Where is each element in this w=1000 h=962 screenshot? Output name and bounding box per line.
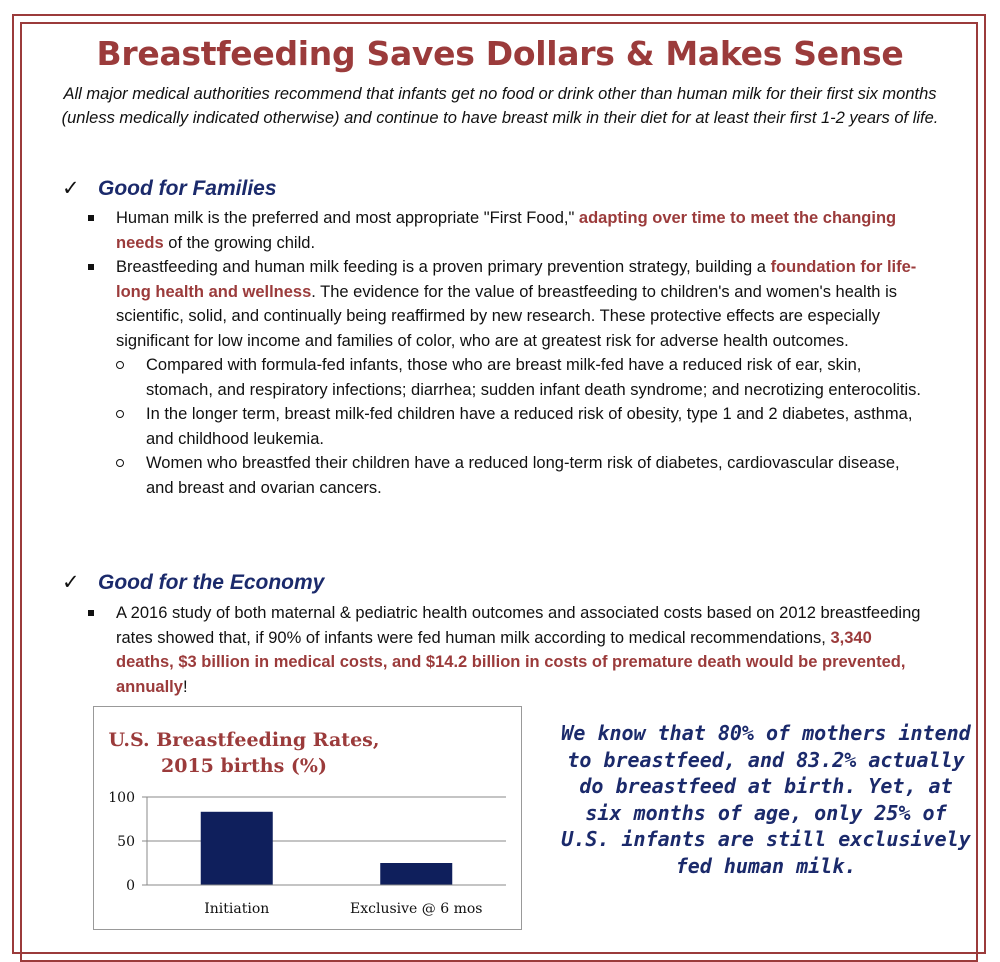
families-sublist [116, 353, 926, 500]
chart-bar [380, 863, 452, 885]
sub-list-item: In the longer term, breast milk-fed children have a reduced risk of obesity, type 1 and 2 diabetes, asthma, and childhood leukemia. [116, 402, 926, 451]
bullet-text: Human milk is the preferred and most appropriate "First Food," [116, 209, 579, 227]
bullet-text: Breastfeeding and human milk feeding is a proven primary prevention strategy, building a [116, 258, 771, 276]
chart-bar [201, 812, 273, 885]
economy-heading [62, 570, 324, 595]
economy-list [86, 601, 926, 699]
chart-plot [94, 707, 523, 931]
families-heading [62, 176, 277, 201]
list-item [86, 255, 926, 500]
chart-title-line2: 2015 births (%) [161, 755, 327, 777]
highlight-text: foundation for life-long health and wellness [116, 258, 917, 301]
bullet-text: A 2016 study of both maternal & pediatric health outcomes and associated costs based on 2012 breastfeeding rates showed that, if 90% of infants were fed human milk according to medical recommendations, [116, 604, 921, 647]
list-item [86, 206, 926, 255]
x-tick-label: Exclusive @ 6 mos [350, 901, 483, 917]
chart-title-line1: U.S. Breastfeeding Rates, [108, 729, 380, 751]
economy-heading-label: Good for the Economy [98, 571, 325, 594]
families-heading-label: Good for Families [98, 177, 277, 200]
checkmark-icon: ✓ [62, 177, 80, 200]
bullet-text: of the growing child. [163, 233, 316, 252]
y-tick-label: 50 [117, 834, 135, 850]
families-list [86, 206, 926, 500]
highlight-text: 3,340 deaths, $3 billion in medical costs, and $14.2 billion in costs of premature death would be prevented, annually [116, 628, 906, 696]
breastfeeding-rates-chart [93, 706, 522, 930]
y-tick-label: 0 [126, 878, 135, 894]
bullet-text: . The evidence for the value of breastfeeding to children's and women's health is scientific, solid, and continually being reaffirmed by new research. These protective effects are especially significant for low income and families of color, who are at greatest risk for adverse health outcomes. [116, 282, 897, 350]
intro-text: All major medical authorities recommend that infants get no food or drink other than human milk for their first six months (unless medically indicated otherwise) and continue to have breast milk in their diet for at least their first 1-2 years of life. [61, 85, 939, 127]
sub-list-item: Compared with formula-fed infants, those who are breast milk-fed have a reduced risk of ear, skin, stomach, and respiratory infections; diarrhea; sudden infant death syndrome; and necrotizing enterocolitis. [116, 353, 926, 402]
list-item [86, 601, 926, 699]
callout-text: We know that 80% of mothers intend to breastfeed, and 83.2% actually do breastfeed at birth. Yet, at six months of age, only 25% of U.S. infants are still exclusively fed human milk. [561, 721, 971, 878]
x-tick-label: Initiation [204, 901, 270, 917]
y-tick-label: 100 [108, 790, 135, 806]
highlight-text: adapting over time to meet the changing needs [116, 209, 897, 252]
page-title: Breastfeeding Saves Dollars & Makes Sense [96, 34, 904, 73]
checkmark-icon: ✓ [62, 571, 80, 594]
bullet-text: ! [182, 677, 188, 696]
sub-list-item: Women who breastfed their children have a reduced long-term risk of diabetes, cardiovascular disease, and breast and ovarian cancers. [116, 451, 926, 500]
